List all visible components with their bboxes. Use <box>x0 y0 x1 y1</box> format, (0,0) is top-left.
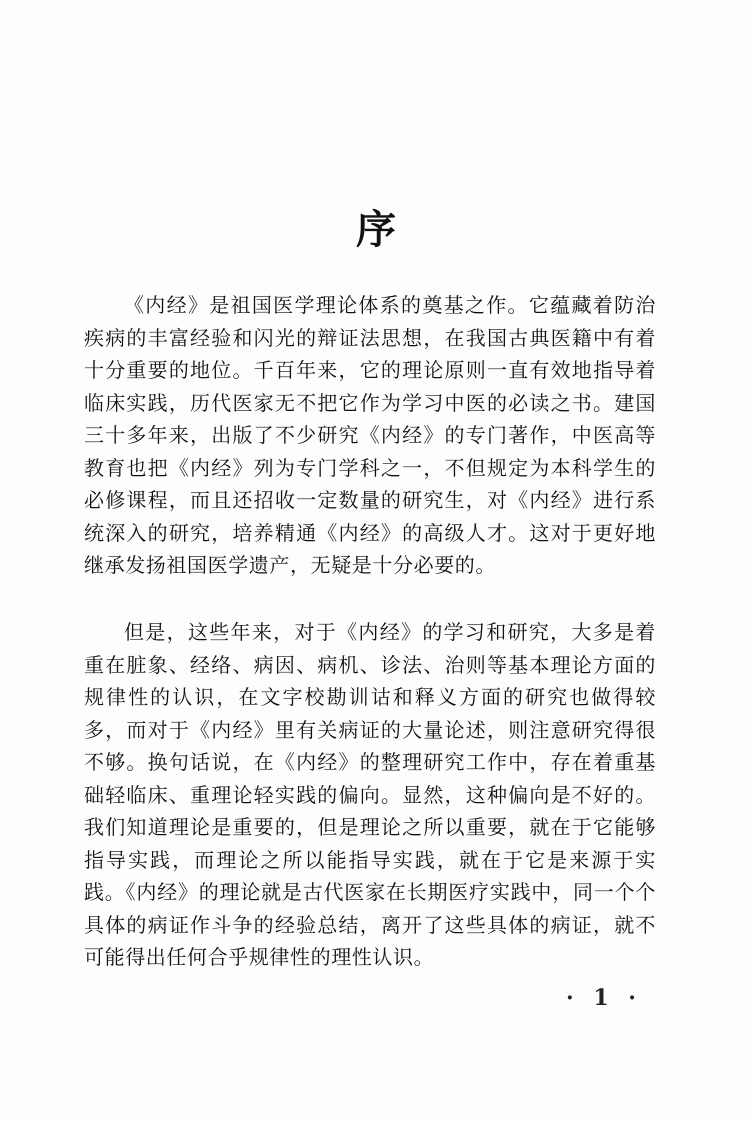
page-title: 序 <box>356 206 398 253</box>
body-paragraph-1 <box>84 289 656 582</box>
page-number: · 1 · <box>566 985 642 1011</box>
paragraph-text: 《内经》是祖国医学理论体系的奠基之作。它蕴藏着防治疾病的丰富经验和闪光的辩证法思想，在我国古典医籍中有着十分重要的地位。千百年来，它的理论原则一直有效地指导着临床实践，历代医家无不把它作为学习中医的必读之书。建国三十多年来，出版了不少研究《内经》的专门著作，中医高等教育也把《内经》列为专门学科之一，不但规定为本科学生的必修课程，而且还招收一定数量的研究生，对《内经》进行系统深入的研究，培养精通《内经》的高级人才。这对于更好地继承发扬祖国医学遗产，无疑是十分必要的。 <box>84 293 656 577</box>
paragraph-text: 但是，这些年来，对于《内经》的学习和研究，大多是着重在脏象、经络、病因、病机、诊法、治则等基本理论方面的规律性的认识，在文字校勘训诂和释义方面的研究也做得较多，而对于《内经》里有关病证的大量论述，则注意研究得很不够。换句话说，在《内经》的整理研究工作中，存在着重基础轻临床、重理论轻实践的偏向。显然，这种偏向是不好的。我们知道理论是重要的，但是理论之所以重要，就在于它能够指导实践，而理论之所以能指导实践，就在于它是来源于实践。《内经》的理论就是古代医家在长期医疗实践中，同一个个具体的病证作斗争的经验总结，离开了这些具体的病证，就不可能得出任何合乎规律性的理性认识。 <box>84 620 656 969</box>
body-paragraph-2 <box>84 616 656 974</box>
